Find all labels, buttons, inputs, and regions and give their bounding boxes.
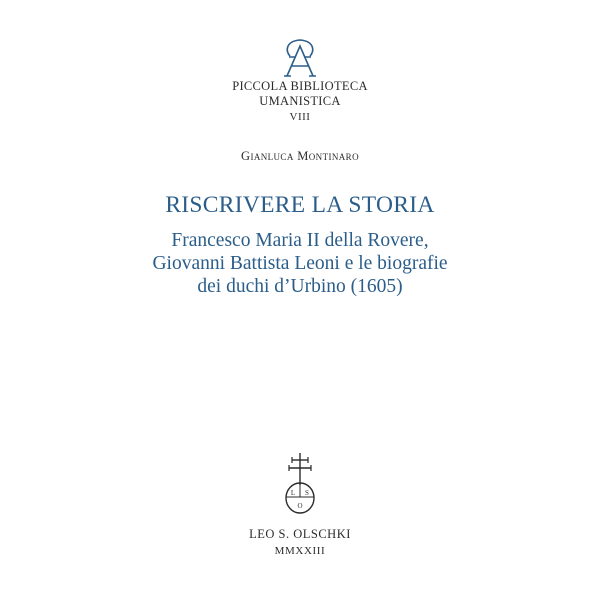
series-line-2: UMANISTICA <box>259 94 341 108</box>
series-line-1: PICCOLA BIBLIOTECA <box>232 79 368 93</box>
emblem-letter-o: O <box>297 502 303 510</box>
alpha-omega-logo-icon <box>281 36 319 80</box>
subtitle-line-3: dei duchi d’Urbino (1605) <box>197 276 403 297</box>
publication-year: MMXXIII <box>274 545 326 557</box>
book-title: RISCRIVERE LA STORIA <box>165 192 435 218</box>
book-subtitle <box>0 229 600 298</box>
olschki-cross-emblem-icon <box>279 451 321 515</box>
subtitle-line-1: Francesco Maria II della Rovere, <box>171 230 429 251</box>
series-name <box>0 79 600 109</box>
author-name: Gianluca Montinaro <box>241 149 359 163</box>
emblem-letter-l: L <box>290 489 296 497</box>
emblem-letter-s: S <box>305 489 309 497</box>
publisher-name: LEO S. OLSCHKI <box>249 527 351 541</box>
series-number: VIII <box>289 111 311 123</box>
subtitle-line-2: Giovanni Battista Leoni e le biografie <box>152 253 448 274</box>
